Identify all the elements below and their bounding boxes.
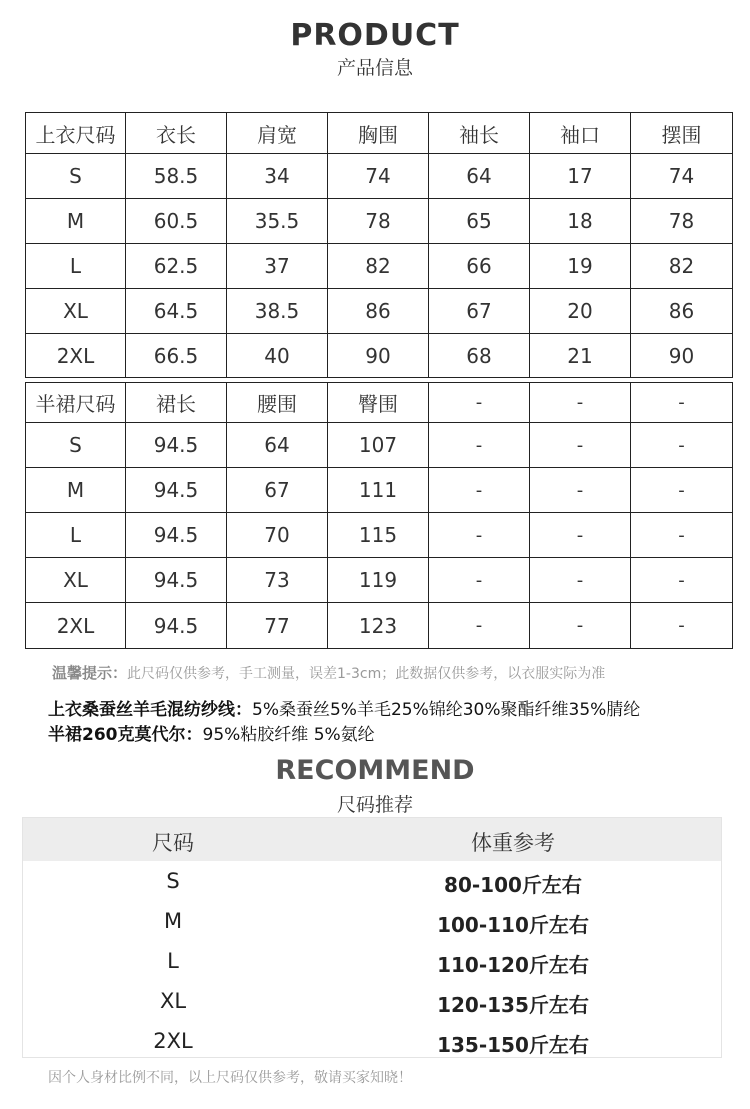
- table-cell: -: [631, 468, 733, 513]
- table-cell: XL: [26, 289, 126, 334]
- table-cell: 64.5: [126, 289, 227, 334]
- table-cell: 94.5: [126, 423, 227, 468]
- table-cell: 107: [328, 423, 429, 468]
- table-cell: -: [530, 513, 631, 558]
- table-cell: 94.5: [126, 468, 227, 513]
- table-cell: 66.5: [126, 334, 227, 378]
- recommend-size: M: [163, 909, 183, 933]
- table-cell: 68: [429, 334, 530, 378]
- table-cell: 74: [328, 154, 429, 199]
- table-header-cell: 胸围: [328, 113, 429, 154]
- table-cell: -: [631, 603, 733, 649]
- recommend-size: 2XL: [153, 1029, 193, 1053]
- recommend-weight: 100-110斤左右: [437, 913, 589, 937]
- recommend-weight: 110-120斤左右: [437, 953, 589, 977]
- table-row: [26, 154, 733, 199]
- recommend-row: [23, 1022, 721, 1062]
- table-cell: M: [26, 199, 126, 244]
- table-header-row: [26, 113, 733, 154]
- table-cell: 66: [429, 244, 530, 289]
- table-header-row: [26, 383, 733, 423]
- table-cell: 2XL: [26, 603, 126, 649]
- table-cell: 82: [631, 244, 733, 289]
- table-cell: 67: [227, 468, 328, 513]
- table-cell: 2XL: [26, 334, 126, 378]
- table-cell: -: [530, 603, 631, 649]
- recommend-row: [23, 982, 721, 1022]
- table-cell: 94.5: [126, 513, 227, 558]
- table-cell: 77: [227, 603, 328, 649]
- recommend-header-row: [23, 818, 721, 861]
- table-cell: 90: [631, 334, 733, 378]
- table-cell: -: [631, 558, 733, 603]
- skirt-fabric-label: 半裙260克莫代尔：: [48, 725, 203, 745]
- footer-disclaimer: 因个人身材比例不同，以上尺码仅供参考，敬请买家知晓！: [48, 1070, 412, 1086]
- table-cell: 90: [328, 334, 429, 378]
- table-cell: 62.5: [126, 244, 227, 289]
- top-fabric-label: 上衣桑蚕丝羊毛混纺纱线：: [48, 700, 252, 720]
- table-cell: 38.5: [227, 289, 328, 334]
- recommend-row: [23, 942, 721, 982]
- table-row: [26, 199, 733, 244]
- table-cell: 86: [328, 289, 429, 334]
- recommend-weight: 80-100斤左右: [444, 873, 582, 897]
- size-recommend-table: [22, 817, 722, 1058]
- table-header-cell: 裙长: [126, 383, 227, 423]
- table-cell: 18: [530, 199, 631, 244]
- table-cell: 60.5: [126, 199, 227, 244]
- recommend-subtitle: 尺码推荐: [336, 794, 413, 816]
- table-header-cell: 袖长: [429, 113, 530, 154]
- table-row: [26, 289, 733, 334]
- skirt-size-table: [25, 382, 733, 649]
- table-cell: 70: [227, 513, 328, 558]
- table-cell: 111: [328, 468, 429, 513]
- product-title: PRODUCT: [290, 18, 460, 53]
- skirt-fabric-value: 95%粘胶纤维 5%氨纶: [202, 725, 375, 745]
- table-cell: 35.5: [227, 199, 328, 244]
- table-cell: L: [26, 513, 126, 558]
- table-cell: -: [631, 513, 733, 558]
- table-cell: 65: [429, 199, 530, 244]
- table-cell: -: [429, 558, 530, 603]
- table-header-cell: -: [429, 383, 530, 423]
- table-cell: XL: [26, 558, 126, 603]
- table-row: [26, 603, 733, 649]
- table-header-cell: 腰围: [227, 383, 328, 423]
- table-cell: 78: [328, 199, 429, 244]
- table-cell: 115: [328, 513, 429, 558]
- recommend-size: S: [166, 869, 180, 893]
- recommend-header-size: 尺码: [152, 831, 194, 855]
- table-cell: 73: [227, 558, 328, 603]
- table-row: [26, 423, 733, 468]
- table-cell: 67: [429, 289, 530, 334]
- recommend-weight: 135-150斤左右: [437, 1033, 589, 1057]
- table-cell: 37: [227, 244, 328, 289]
- table-cell: 40: [227, 334, 328, 378]
- table-cell: 119: [328, 558, 429, 603]
- table-header-cell: 上衣尺码: [26, 113, 126, 154]
- top-fabric-info: [48, 695, 640, 720]
- table-cell: 19: [530, 244, 631, 289]
- table-header-cell: 半裙尺码: [26, 383, 126, 423]
- table-header-cell: 摆围: [631, 113, 733, 154]
- table-header-cell: -: [530, 383, 631, 423]
- table-row: [26, 334, 733, 378]
- top-fabric-value: 5%桑蚕丝5%羊毛25%锦纶30%聚酯纤维35%腈纶: [252, 700, 641, 720]
- recommend-title: RECOMMEND: [275, 755, 475, 786]
- table-header-cell: 袖口: [530, 113, 631, 154]
- table-cell: -: [429, 513, 530, 558]
- table-row: [26, 558, 733, 603]
- table-cell: -: [429, 423, 530, 468]
- table-header-cell: 衣长: [126, 113, 227, 154]
- recommend-row: [23, 862, 721, 902]
- table-header-cell: -: [631, 383, 733, 423]
- table-cell: -: [530, 468, 631, 513]
- table-cell: 17: [530, 154, 631, 199]
- recommend-row: [23, 902, 721, 942]
- table-cell: -: [530, 423, 631, 468]
- table-cell: -: [429, 468, 530, 513]
- table-row: [26, 513, 733, 558]
- table-cell: 94.5: [126, 603, 227, 649]
- recommend-size: XL: [159, 989, 187, 1013]
- recommend-weight: 120-135斤左右: [437, 993, 589, 1017]
- table-cell: 21: [530, 334, 631, 378]
- measurement-note: [52, 662, 605, 683]
- table-header-cell: 臀围: [328, 383, 429, 423]
- table-cell: 64: [227, 423, 328, 468]
- table-cell: 74: [631, 154, 733, 199]
- table-cell: 78: [631, 199, 733, 244]
- table-cell: 94.5: [126, 558, 227, 603]
- table-cell: -: [631, 423, 733, 468]
- table-cell: 34: [227, 154, 328, 199]
- table-row: [26, 468, 733, 513]
- table-cell: M: [26, 468, 126, 513]
- recommend-size: L: [167, 949, 179, 973]
- table-cell: 82: [328, 244, 429, 289]
- table-cell: 64: [429, 154, 530, 199]
- table-cell: L: [26, 244, 126, 289]
- product-subtitle: 产品信息: [336, 57, 413, 79]
- table-cell: 123: [328, 603, 429, 649]
- note-label: 温馨提示：: [52, 664, 128, 682]
- table-cell: 86: [631, 289, 733, 334]
- table-cell: S: [26, 154, 126, 199]
- table-cell: 20: [530, 289, 631, 334]
- table-cell: -: [429, 603, 530, 649]
- recommend-header-weight: 体重参考: [471, 831, 555, 855]
- skirt-fabric-info: [48, 720, 375, 745]
- table-row: [26, 244, 733, 289]
- note-text: 此尺码仅供参考，手工测量，误差1-3cm；此数据仅供参考，以衣服实际为准: [127, 666, 606, 682]
- table-cell: S: [26, 423, 126, 468]
- top-size-table: [25, 112, 733, 378]
- table-cell: 58.5: [126, 154, 227, 199]
- table-header-cell: 肩宽: [227, 113, 328, 154]
- table-cell: -: [530, 558, 631, 603]
